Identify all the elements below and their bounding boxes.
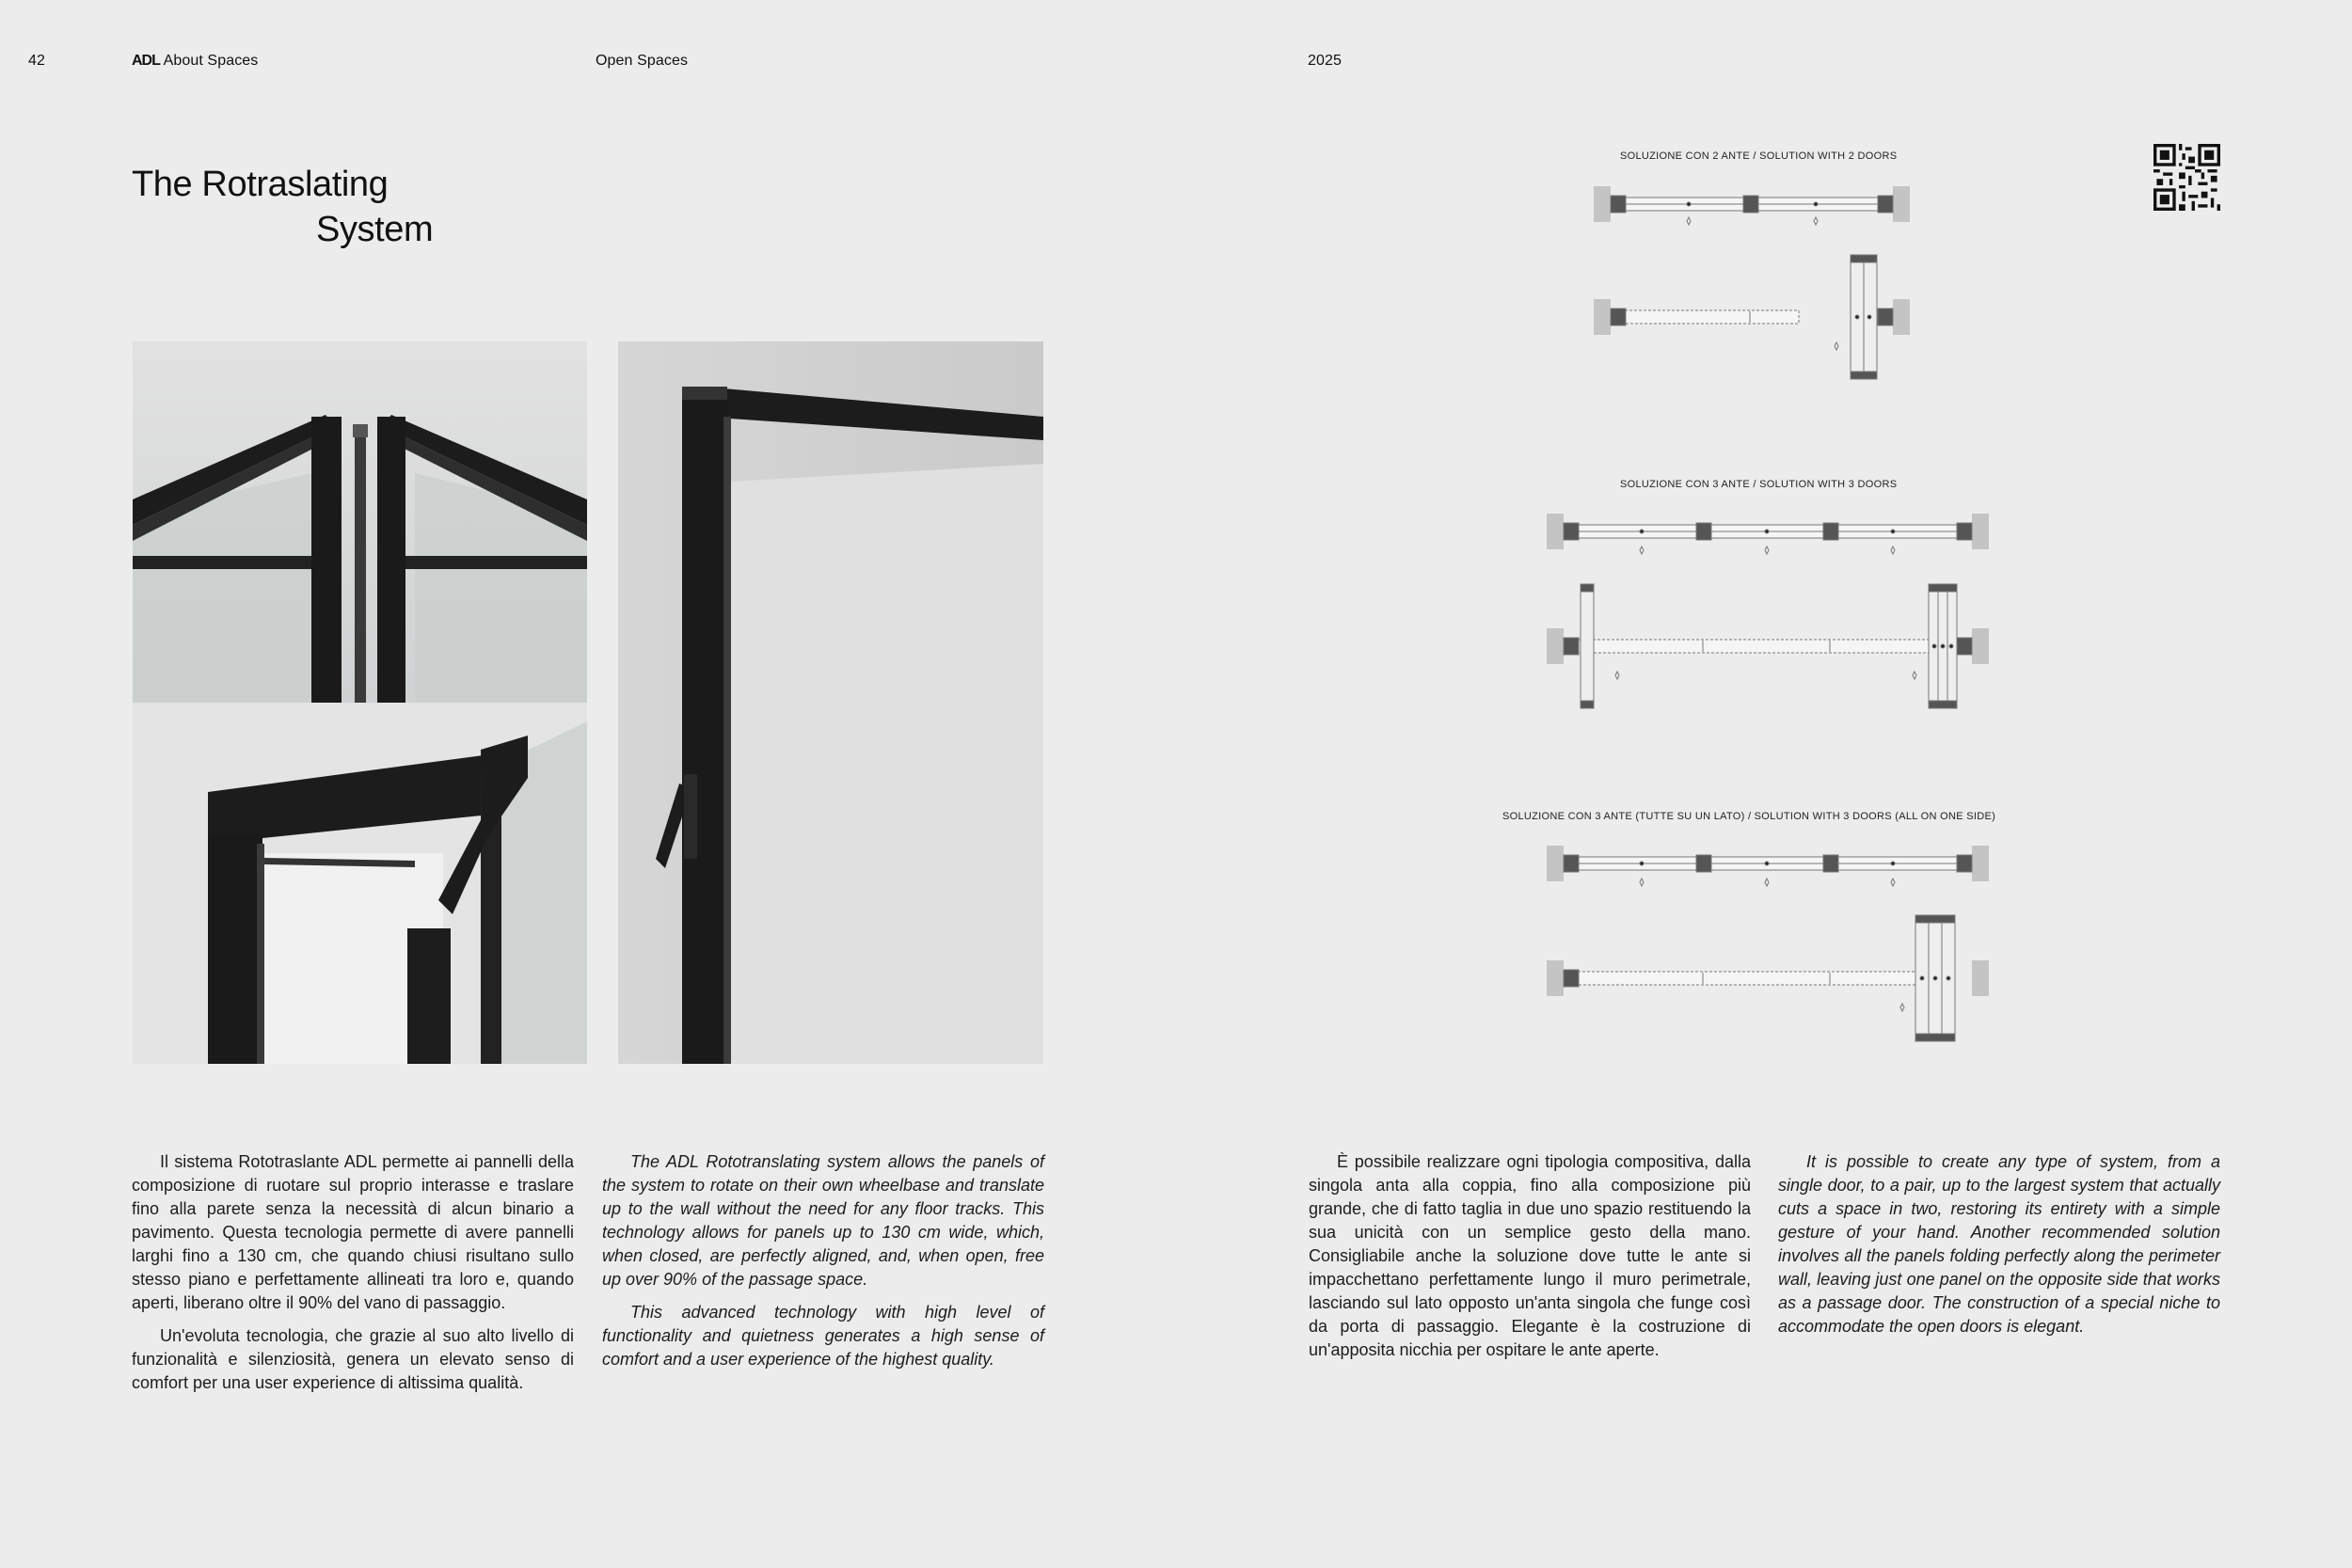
paragraph: It is possible to create any type of system, from a single door, to a pair, up to the largest system that actually cuts a space in two, restoring its entirety with a simple gesture of your hand. Another recommended solution involves all the panels folding perfectly along the perimeter wall, leaving just one panel on the opposite side that works as a passage door. The construction of a special niche to accommodate the open doors is elegant. [1778, 1152, 2220, 1336]
diagram-2-doors [1590, 179, 1915, 390]
diagram-caption-3-doors: SOLUZIONE CON 3 ANTE / SOLUTION WITH 3 DOORS [1620, 479, 1898, 490]
paragraph: The ADL Rototranslating system allows the panels of the system to rotate on their own wheelbase and translate up to the wall without the need for any floor tracks. This technology allows for panels up to 130 cm wide, which, when closed, are perfectly aligned, and, when open, free up over 90% of the passage space. [602, 1152, 1044, 1289]
paragraph: Il sistema Rototraslante ADL permette ai pannelli della composizione di ruotare sul proprio interasse e traslare fino alla parete senza la necessità di alcun binario a pavimento. Questa tecnologia permette di avere pannelli larghi fino a 130 cm, che quando chiusi risultano sullo stesso piano e perfettamente allineati tra loro e, quando aperti, liberano oltre il 90% del vano di passaggio. [132, 1152, 574, 1312]
diagram-3-doors-one-side [1543, 840, 1994, 1052]
text-column-italian-left [132, 1150, 574, 1404]
title-line-2: System [316, 210, 434, 249]
text-column-english-right [1778, 1150, 2220, 1348]
brand-logo: ADL [132, 53, 160, 69]
section-label: Open Spaces [596, 53, 689, 69]
year-label: 2025 [1308, 53, 1342, 69]
diagram-3-doors [1543, 508, 1994, 715]
diagram-caption-3-doors-one-side: SOLUZIONE CON 3 ANTE (TUTTE SU UN LATO) / SOLUTION WITH 3 DOORS (ALL ON ONE SIDE) [1502, 811, 1996, 822]
qr-code-icon[interactable] [2153, 144, 2220, 211]
page-number: 42 [28, 53, 45, 69]
diagram-caption-2-doors: SOLUZIONE CON 2 ANTE / SOLUTION WITH 2 DOORS [1620, 150, 1898, 162]
paragraph: This advanced technology with high level of functionality and quietness generates a high sense of comfort and a user experience of the highest quality. [602, 1303, 1044, 1369]
paragraph: È possibile realizzare ogni tipologia compositiva, dalla singola anta alla coppia, fino alla composizione più grande, che di fatto taglia in due uno spazio restituendo la sua unicità con un semplice gesto della mano. Consigliabile anche la soluzione dove tutte le ante si impacchettano perfettamente lungo il muro perimetrale, lasciando sul lato opposto un'anta singola che funge così da porta di passaggio. Elegante è la costruzione di un'apposita nicchia per ospitare le ante aperte. [1309, 1152, 1751, 1359]
paragraph: Un'evoluta tecnologia, che grazie al suo alto livello di funzionalità e silenziosità, genera un elevato senso di comfort per una user experience di altissima qualità. [132, 1326, 574, 1392]
page-title [132, 162, 433, 252]
text-column-english-left [602, 1150, 1044, 1381]
title-line-1: The Rotraslating [132, 165, 389, 204]
photo-hinge-detail [133, 341, 587, 703]
brand-text: About Spaces [163, 53, 259, 69]
photo-tall-frame [618, 341, 1043, 1064]
photo-corner-detail [133, 703, 587, 1064]
text-column-italian-right [1309, 1150, 1751, 1371]
brand [132, 53, 258, 70]
